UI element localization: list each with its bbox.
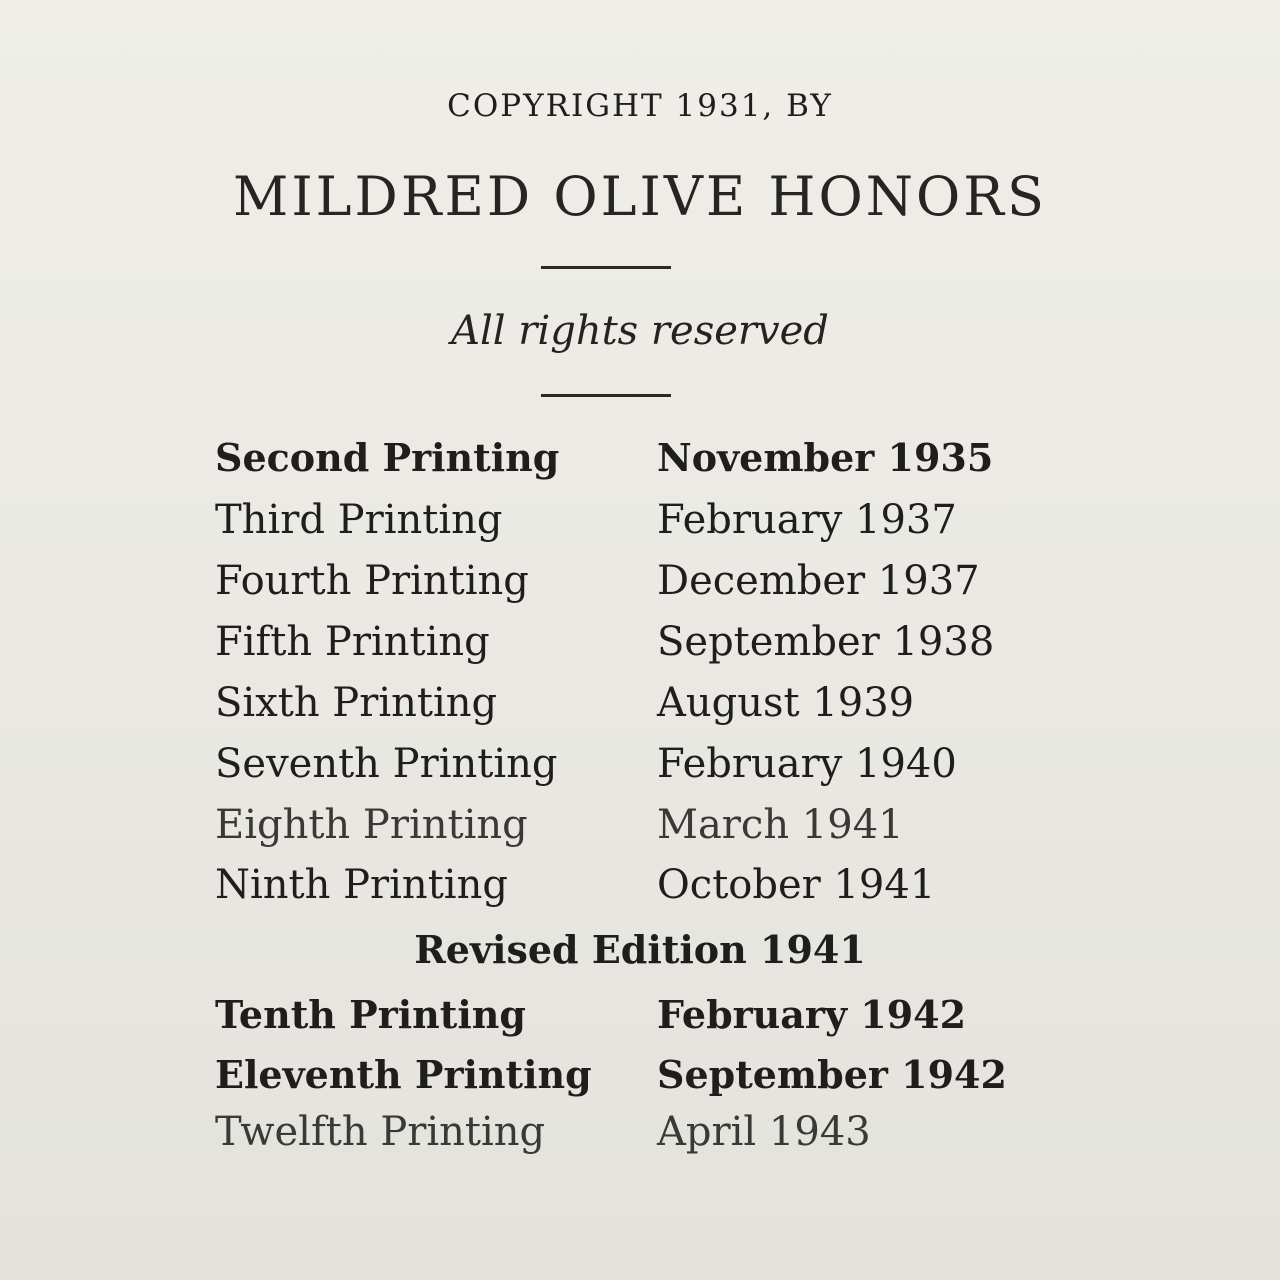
printing-label: Fourth Printing — [215, 558, 529, 604]
printing-row — [0, 428, 1280, 488]
printing-row — [0, 612, 1280, 672]
printing-row — [0, 985, 1280, 1045]
printing-date: September 1938 — [657, 619, 995, 665]
divider-bottom — [541, 394, 671, 397]
printing-date: February 1942 — [657, 992, 967, 1037]
printing-row — [0, 551, 1280, 611]
printing-date: December 1937 — [657, 558, 980, 604]
printing-row — [0, 855, 1280, 915]
printing-label: Eleventh Printing — [215, 1052, 592, 1097]
printing-row — [0, 795, 1280, 855]
printing-date: September 1942 — [657, 1052, 1007, 1097]
printing-date: October 1941 — [657, 862, 936, 908]
divider-top — [541, 266, 671, 269]
copyright-notice: COPYRIGHT 1931, BY — [447, 88, 833, 124]
printing-date: February 1940 — [657, 741, 957, 787]
copyright-owner: MILDRED OLIVE HONORS — [233, 165, 1047, 228]
printing-label: Seventh Printing — [215, 741, 558, 787]
printing-date: April 1943 — [657, 1109, 871, 1155]
printing-date: November 1935 — [657, 435, 994, 480]
printing-row — [0, 1102, 1280, 1162]
revised-edition-heading: Revised Edition 1941 — [414, 927, 866, 972]
printing-date: February 1937 — [657, 497, 957, 543]
printing-label: Fifth Printing — [215, 619, 490, 665]
printing-label: Twelfth Printing — [215, 1109, 546, 1155]
printing-date: August 1939 — [657, 680, 915, 726]
printing-row — [0, 734, 1280, 794]
printing-row — [0, 673, 1280, 733]
printing-label: Ninth Printing — [215, 862, 508, 908]
printing-date: March 1941 — [657, 802, 904, 848]
printing-label: Third Printing — [215, 497, 503, 543]
printing-row — [0, 1045, 1280, 1105]
rights-statement: All rights reserved — [451, 308, 829, 354]
printing-row — [0, 490, 1280, 550]
printing-label: Sixth Printing — [215, 680, 498, 726]
printing-label: Second Printing — [215, 435, 560, 480]
printing-label: Tenth Printing — [215, 992, 526, 1037]
printing-label: Eighth Printing — [215, 802, 528, 848]
